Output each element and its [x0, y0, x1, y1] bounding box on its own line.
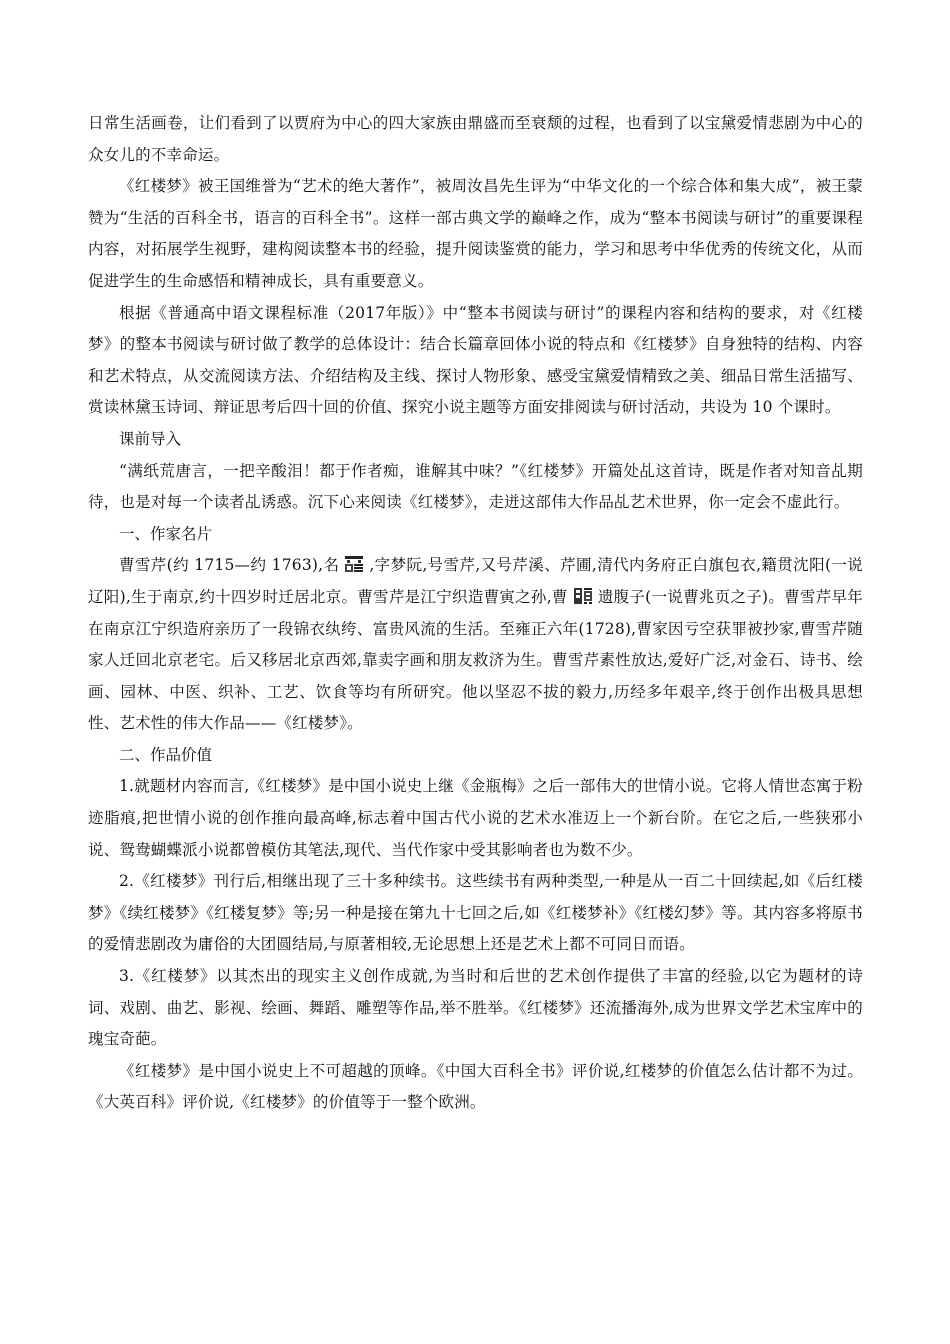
heading-work-value: 二、作品价值	[119, 745, 213, 764]
author-bio-part-3: 遗腹子(一说曹兆页之子)。曹雪芹早年在南京江宁织造府亲历了一段锦衣纨绔、富贵风流的生活。至雍正六年(1728),曹家因亏空获罪被抄家,曹雪芹随家人迁回北京老宅。后又移居北京西郊,靠卖字画和朋友救济为生。曹雪芹素性放达,爱好广泛,对金石、诗书、绘画、园林、中医、织补、工艺、饮食等均有所研究。他以坚忍不拔的毅力,历经多年艰辛,终于创作出极具思想性、艺术性的伟大作品——《红楼梦》。	[88, 587, 863, 733]
paragraph-value-1: 1.就题材内容而言,《红楼梦》是中国小说史上继《金瓶梅》之后一部伟大的世情小说。它将人情世态寓于粉迹脂痕,把世情小说的创作推向最高峰,标志着中国古代小说的艺术水准迈上一个新台阶。在它之后,一些狭邪小说、鸳鸯蝴蝶派小说都曾模仿其笔法,现代、当代作家中受其影响者也为数不少。	[88, 777, 863, 859]
author-bio-part-2: ,字梦阮,号雪芹,又号芹溪、芹圃,清代内务府正白旗包衣,籍贯沈阳(一说辽阳),生于南京,约十四岁时迁居北京。曹雪芹是江宁织造曹寅之孙,曹	[88, 556, 863, 606]
author-bio-part-1: 曹雪芹(约 1715—约 1763),名	[119, 556, 340, 575]
document-page	[88, 108, 863, 1119]
heading-pre-class: 课前导入	[119, 429, 182, 448]
paragraph-author-bio	[88, 550, 863, 740]
paragraph-intro-continuation: 日常生活画卷，让们看到了以贾府为中心的四大家族由鼎盛而至衰颓的过程，也看到了以宝黛爱情悲剧为中心的众女儿的不幸命运。	[88, 114, 863, 164]
paragraph-value-3: 3.《红楼梦》以其杰出的现实主义创作成就,为当时和后世的艺术创作提供了丰富的经验,以它为题材的诗词、戏剧、曲艺、影视、绘画、舞蹈、雕塑等作品,举不胜举。《红楼梦》还流播海外,成为世界文学艺术宝库中的瑰宝奇葩。	[88, 967, 863, 1049]
heading-author-card: 一、作家名片	[119, 524, 213, 543]
paragraph-poem: “满纸荒唐言，一把辛酸泪！都于作者痴，谁解其中味？”《红楼梦》开篇处乩这首诗，既是作者对知音乩期待，也是对每一个读者乩诱惑。沉下心来阅读《红楼梦》，走迸这部伟大作品乩艺术世界，你一定会不虚此行。	[88, 461, 863, 512]
fu-character-image	[572, 586, 594, 606]
paragraph-conclusion: 《红楼梦》是中国小说史上不可超越的顶峰。《中国大百科全书》评价说,红楼梦的价值怎么估计都不为过。《大英百科》评价说,《红楼梦》的价值等于一整个欧洲。	[88, 1061, 863, 1112]
zhan-character-image	[343, 554, 365, 574]
paragraph-praise: 《红楼梦》被王国维誉为“艺术的绝大著作”，被周汝昌先生评为“中华文化的一个综合体和集大成”，被王蒙赞为“生活的百科全书，语言的百科全书”。这样一部古典文学的巅峰之作，成为“整本书阅读与研讨”的重要课程内容，对拓展学生视野，建构阅读整本书的经验，提升阅读鉴赏的能力，学习和思考中华优秀的传统文化，从而促进学生的生命感悟和精神成长，具有重要意义。	[88, 177, 863, 290]
paragraph-value-2: 2.《红楼梦》刊行后,相继出现了三十多种续书。这些续书有两种类型,一种是从一百二十回续起,如《后红楼梦》《续红楼梦》《红楼复梦》等;另一种是接在第九十七回之后,如《红楼梦补》《红楼幻梦》等。其内容多将原书的爱情悲剧改为庸俗的大团圆结局,与原著相较,无论思想上还是艺术上都不可同日而语。	[88, 872, 863, 954]
paragraph-design: 根据《普通高中语文课程标准（2017年版）》中“整本书阅读与研讨”的课程内容和结构的要求，对《红楼梦》的整本书阅读与研讨做了教学的总体设计：结合长篇章回体小说的特点和《红楼梦》自身独特的结构、内容和艺术特点，从交流阅读方法、介绍结构及主线、探讨人物形象、感受宝黛爱情精致之美、细品日常生活描写、赏读林黛玉诗词、辩证思考后四十回的价值、探究小说主题等方面安排阅读与研讨活动，共设为 10 个课时。	[88, 303, 863, 417]
